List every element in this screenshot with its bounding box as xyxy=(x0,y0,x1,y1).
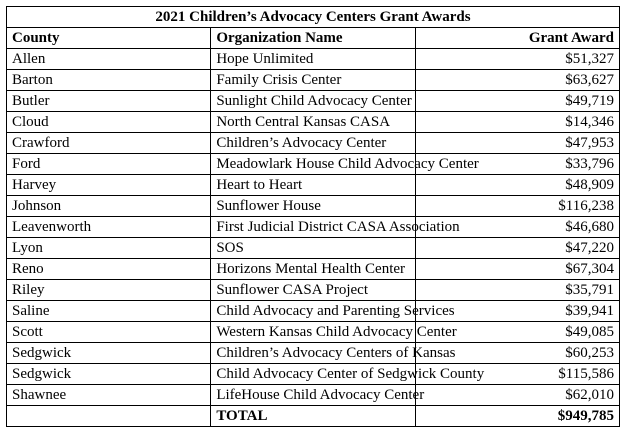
county-cell: Ford xyxy=(7,154,211,175)
total-label: TOTAL xyxy=(211,406,415,427)
organization-cell: Sunflower House xyxy=(211,196,415,217)
total-empty-cell xyxy=(7,406,211,427)
county-header: County xyxy=(7,28,211,49)
organization-cell: Children’s Advocacy Center xyxy=(211,133,415,154)
grant-award-cell: $46,680 xyxy=(415,217,619,238)
grant-award-header: Grant Award xyxy=(415,28,619,49)
total-row xyxy=(7,406,620,427)
county-cell: Riley xyxy=(7,280,211,301)
table-row xyxy=(7,196,620,217)
title-row xyxy=(7,7,620,28)
county-cell: Reno xyxy=(7,259,211,280)
organization-header: Organization Name xyxy=(211,28,415,49)
organization-cell: Horizons Mental Health Center xyxy=(211,259,415,280)
table-row xyxy=(7,70,620,91)
table-row xyxy=(7,154,620,175)
table-row xyxy=(7,112,620,133)
table-row xyxy=(7,301,620,322)
organization-cell: Hope Unlimited xyxy=(211,49,415,70)
table-row xyxy=(7,49,620,70)
organization-cell: Child Advocacy Center of Sedgwick County xyxy=(211,364,415,385)
table-row xyxy=(7,322,620,343)
table-body xyxy=(7,49,620,406)
organization-cell: Sunlight Child Advocacy Center xyxy=(211,91,415,112)
table-row xyxy=(7,385,620,406)
county-cell: Cloud xyxy=(7,112,211,133)
county-cell: Saline xyxy=(7,301,211,322)
organization-cell: Sunflower CASA Project xyxy=(211,280,415,301)
grant-award-cell: $116,238 xyxy=(415,196,619,217)
organization-cell: SOS xyxy=(211,238,415,259)
county-cell: Sedgwick xyxy=(7,343,211,364)
organization-cell: Western Kansas Child Advocacy Center xyxy=(211,322,415,343)
table-title: 2021 Children’s Advocacy Centers Grant Awards xyxy=(7,7,620,28)
table-row xyxy=(7,238,620,259)
grant-award-cell: $67,304 xyxy=(415,259,619,280)
grant-award-cell: $60,253 xyxy=(415,343,619,364)
grant-award-cell: $47,220 xyxy=(415,238,619,259)
organization-cell: Children’s Advocacy Centers of Kansas xyxy=(211,343,415,364)
grant-award-cell: $63,627 xyxy=(415,70,619,91)
organization-cell: Child Advocacy and Parenting Services xyxy=(211,301,415,322)
table-row xyxy=(7,217,620,238)
table-row xyxy=(7,175,620,196)
table-row xyxy=(7,364,620,385)
county-cell: Sedgwick xyxy=(7,364,211,385)
county-cell: Butler xyxy=(7,91,211,112)
county-cell: Johnson xyxy=(7,196,211,217)
table-row xyxy=(7,259,620,280)
organization-cell: Family Crisis Center xyxy=(211,70,415,91)
grant-award-cell: $35,791 xyxy=(415,280,619,301)
grant-award-cell: $62,010 xyxy=(415,385,619,406)
county-cell: Leavenworth xyxy=(7,217,211,238)
grant-awards-table xyxy=(6,6,620,427)
table-row xyxy=(7,91,620,112)
county-cell: Allen xyxy=(7,49,211,70)
county-cell: Barton xyxy=(7,70,211,91)
organization-cell: Meadowlark House Child Advocacy Center xyxy=(211,154,415,175)
grant-award-cell: $33,796 xyxy=(415,154,619,175)
organization-cell: LifeHouse Child Advocacy Center xyxy=(211,385,415,406)
organization-cell: First Judicial District CASA Association xyxy=(211,217,415,238)
table-row xyxy=(7,280,620,301)
grant-award-cell: $115,586 xyxy=(415,364,619,385)
county-cell: Crawford xyxy=(7,133,211,154)
header-row xyxy=(7,28,620,49)
county-cell: Harvey xyxy=(7,175,211,196)
grant-award-cell: $48,909 xyxy=(415,175,619,196)
total-award: $949,785 xyxy=(415,406,619,427)
grant-award-cell: $47,953 xyxy=(415,133,619,154)
table-row xyxy=(7,343,620,364)
county-cell: Scott xyxy=(7,322,211,343)
organization-cell: Heart to Heart xyxy=(211,175,415,196)
grant-award-cell: $51,327 xyxy=(415,49,619,70)
grant-award-cell: $49,719 xyxy=(415,91,619,112)
county-cell: Shawnee xyxy=(7,385,211,406)
organization-cell: North Central Kansas CASA xyxy=(211,112,415,133)
grant-award-cell: $14,346 xyxy=(415,112,619,133)
grant-award-cell: $39,941 xyxy=(415,301,619,322)
county-cell: Lyon xyxy=(7,238,211,259)
grant-award-cell: $49,085 xyxy=(415,322,619,343)
table-row xyxy=(7,133,620,154)
